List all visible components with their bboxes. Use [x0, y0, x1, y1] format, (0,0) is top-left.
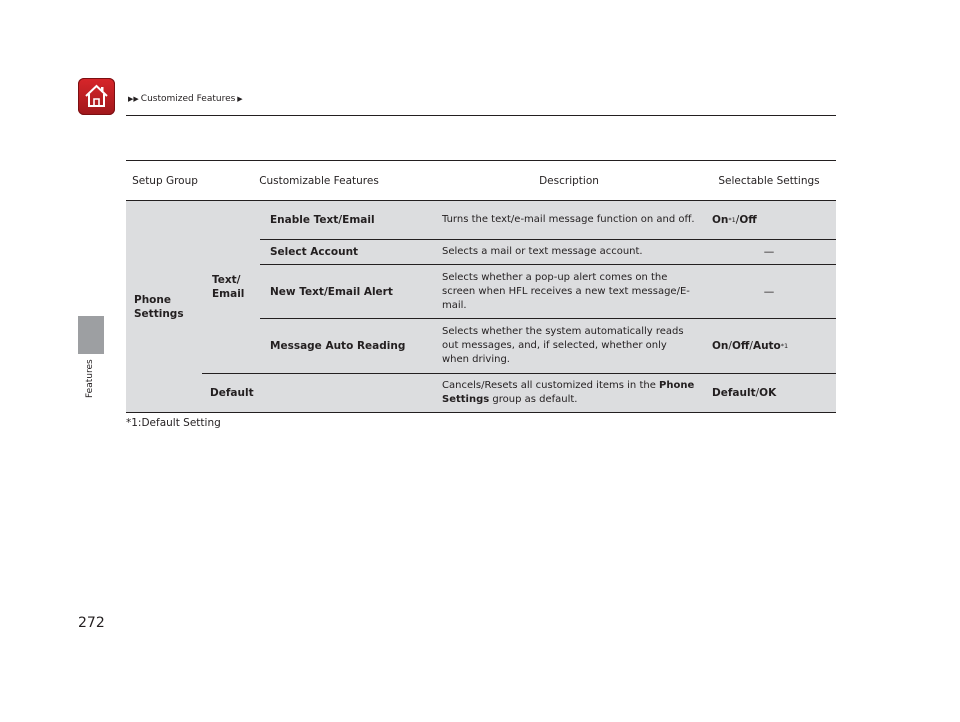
table-header	[126, 160, 836, 201]
breadcrumb-label[interactable]: Customized Features	[140, 94, 236, 104]
selectable-settings: Default / OK	[712, 387, 777, 399]
feature-name: Default	[210, 387, 254, 399]
home-icon[interactable]	[78, 78, 115, 115]
selectable-settings: On / Off / Auto *1	[712, 340, 789, 352]
feature-description: Selects a mail or text message account.	[442, 246, 643, 257]
feature-name: Enable Text/Email	[270, 214, 375, 226]
footnote: *1:Default Setting	[126, 417, 221, 429]
customized-features-table	[126, 160, 836, 413]
page-number: 272	[78, 615, 105, 631]
group-phone-settings: Phone Settings	[134, 293, 184, 320]
table-body	[126, 201, 836, 413]
feature-description: Selects whether the system automatically reads out messages, and, if selected, whether only when driving.	[442, 326, 684, 365]
header-selectable-settings: Selectable Settings	[718, 174, 820, 187]
selectable-settings: —	[763, 246, 775, 258]
header-customizable-features: Customizable Features	[259, 174, 379, 187]
header-rule	[126, 115, 836, 116]
section-tab	[78, 316, 104, 354]
feature-description: Selects whether a pop-up alert comes on the screen when HFL receives a new text message/E-mail.	[442, 271, 690, 311]
feature-description: Cancels/Resets all customized items in the Phone Settings group as default.	[442, 380, 695, 405]
header-setup-group: Setup Group	[132, 174, 198, 187]
feature-name: Select Account	[270, 246, 359, 258]
feature-name: New Text/Email Alert	[270, 285, 393, 298]
breadcrumb[interactable]	[128, 94, 243, 104]
feature-name: Message Auto Reading	[270, 340, 406, 352]
section-label: Features	[85, 359, 95, 398]
subgroup-text-email: Text/ Email	[212, 274, 245, 300]
breadcrumb-arrow-icon: ▶▶	[128, 95, 139, 103]
feature-description: Turns the text/e-mail message function on and off.	[442, 214, 695, 225]
header-description: Description	[539, 174, 599, 187]
selectable-settings: —	[763, 285, 775, 298]
breadcrumb-arrow-icon: ▶	[237, 95, 243, 103]
selectable-settings: On *1 / Off	[712, 214, 757, 226]
